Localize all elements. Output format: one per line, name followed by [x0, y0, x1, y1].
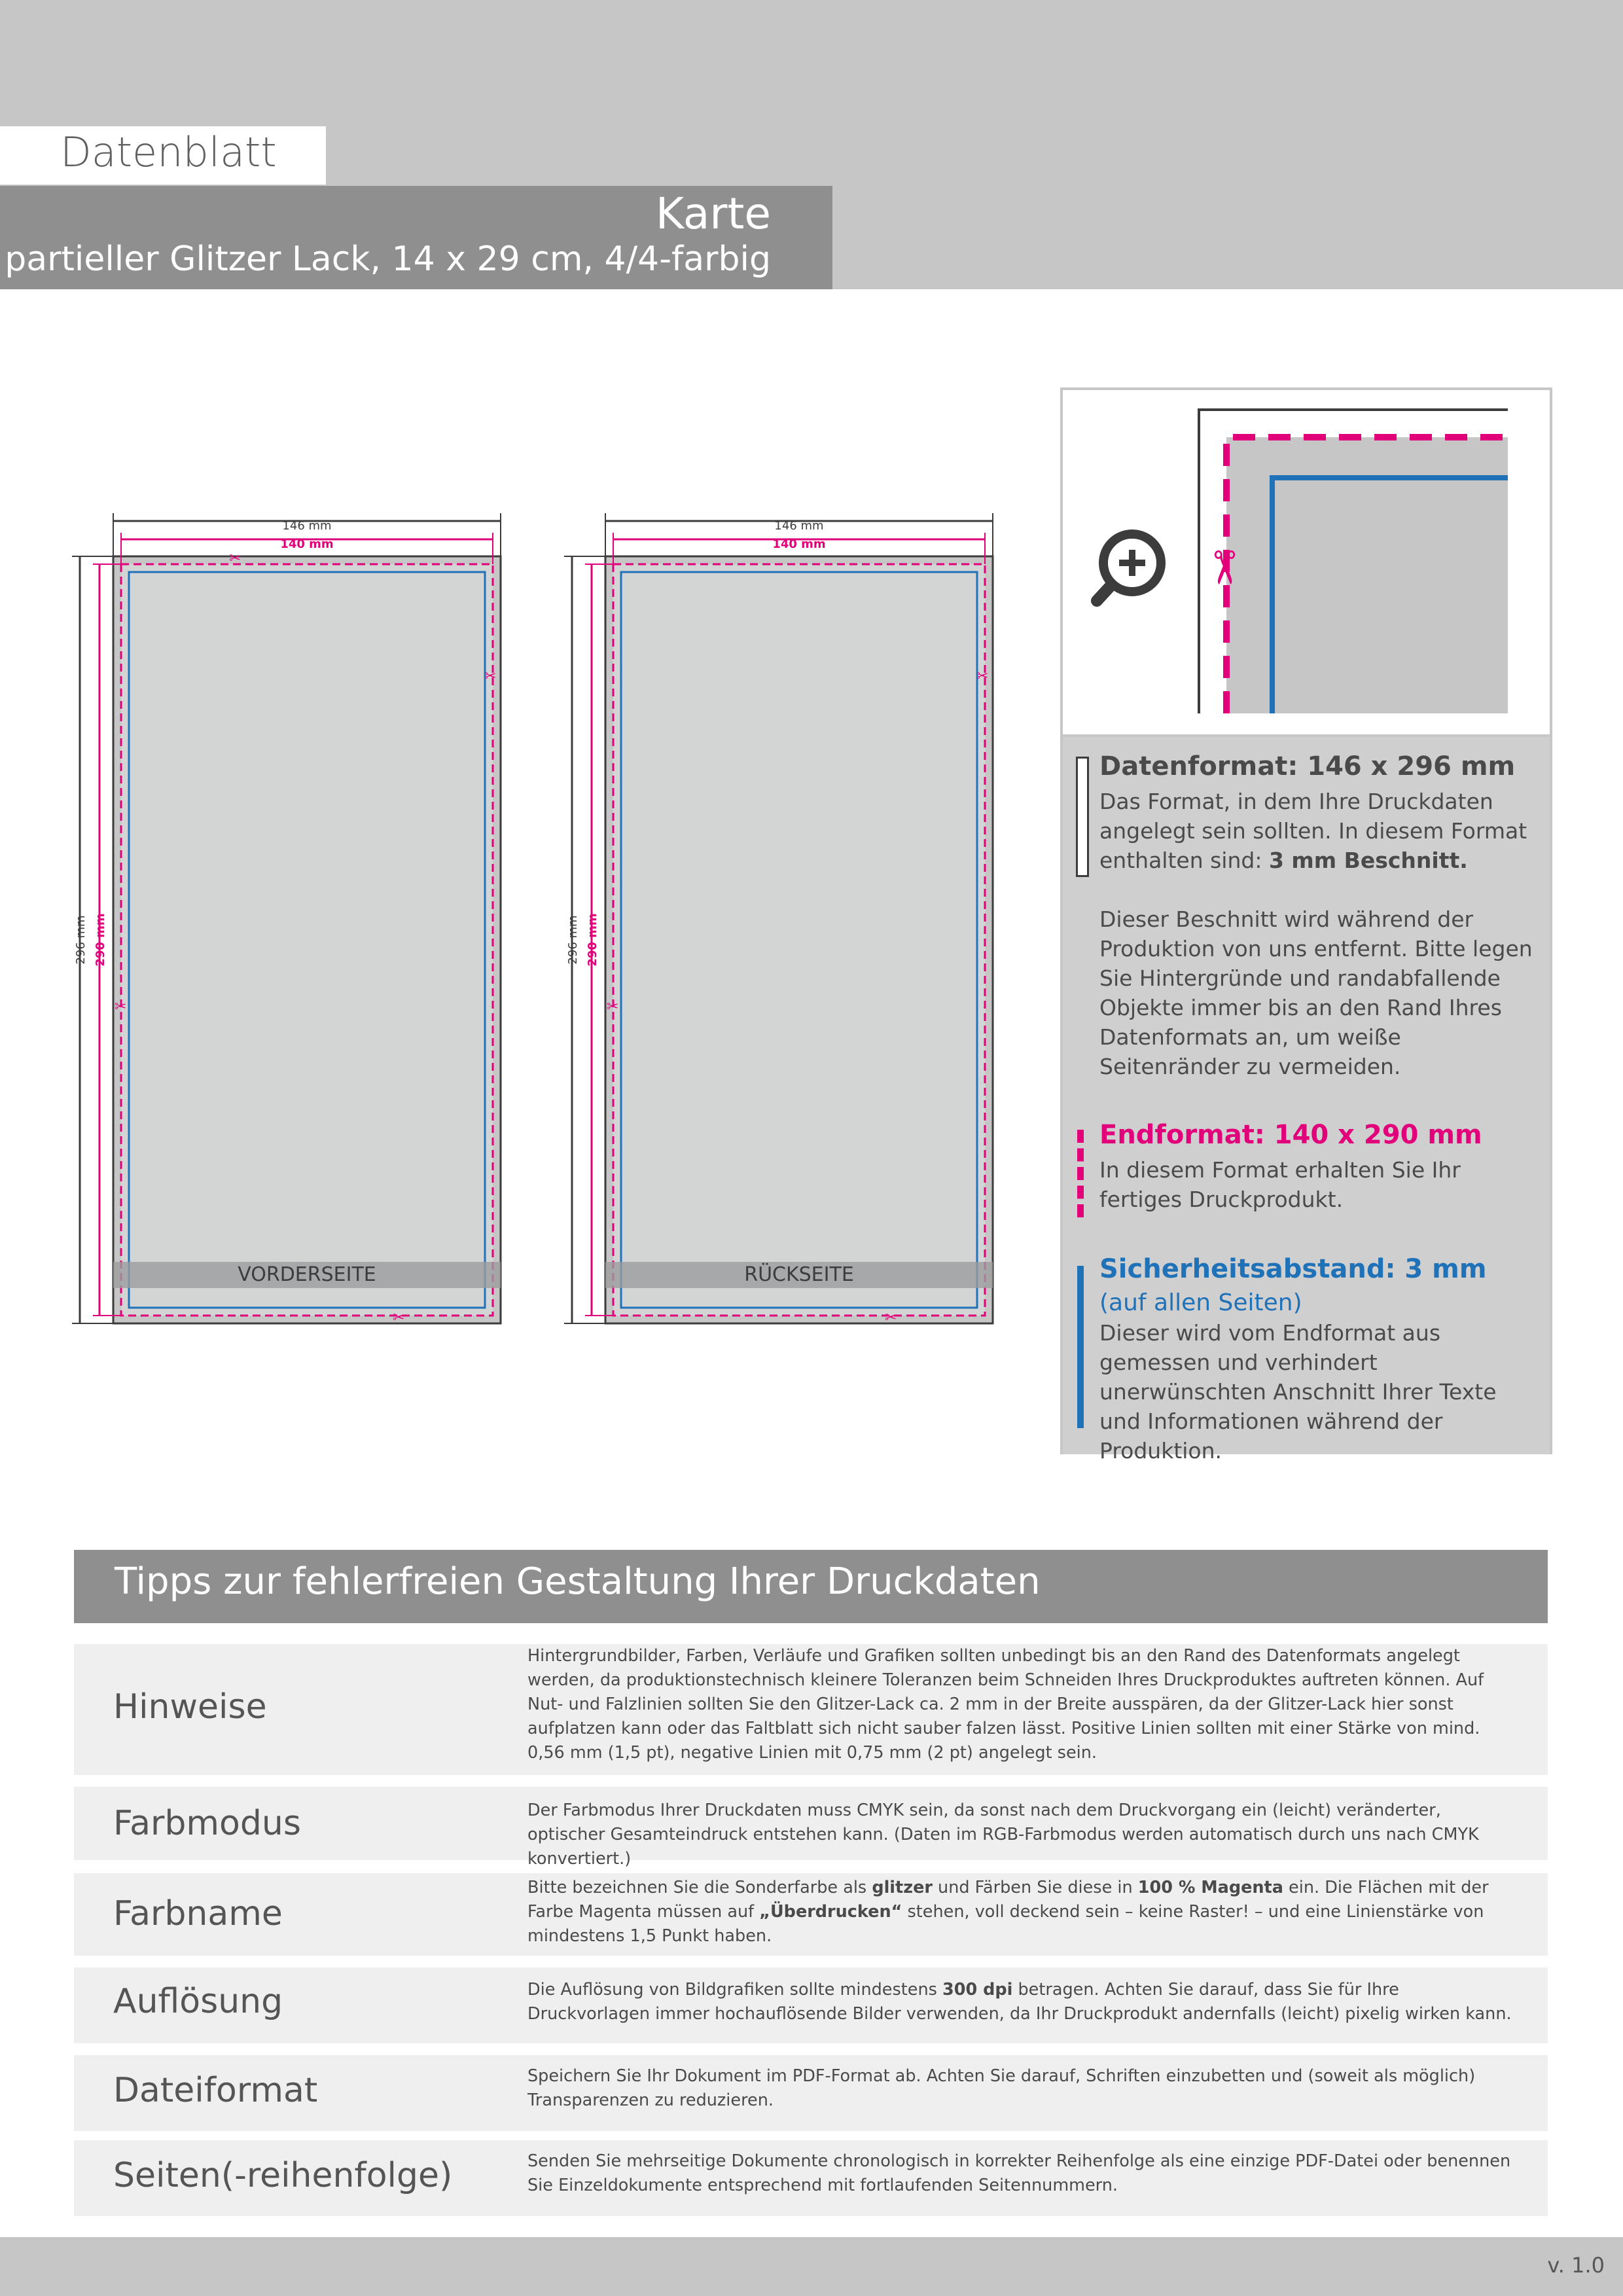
format-info-panel	[1060, 387, 1552, 1463]
safety-subtitle: (auf allen Seiten)	[1099, 1289, 1302, 1316]
tip-text-part: und Färben Sie diese in	[932, 1878, 1138, 1897]
tip-text-part: ein. Die Flächen mit der Farbe Magenta müssen auf	[527, 1878, 1489, 1922]
width-final-label: 140 mm	[772, 537, 826, 551]
datenformat-marker	[1076, 757, 1089, 877]
scissors-icon: ✂	[393, 1310, 405, 1326]
height-final-label: 290 mm	[94, 913, 107, 967]
datenformat-desc: Das Format, in dem Ihre Druckdaten angelegt sein sollten. In diesem Format enthalten sind:	[1099, 789, 1527, 873]
safety-title: Sicherheitsabstand: 3 mm	[1099, 1254, 1487, 1284]
safety-text: Dieser wird vom Endformat aus gemessen und verhindert unerwünschten Anschnitt Ihrer Texte und Informationen während der Produktion.	[1099, 1320, 1497, 1463]
tip-label: Dateiformat	[113, 2071, 318, 2110]
tip-label: Farbname	[113, 1894, 283, 1933]
datenformat-bold: 3 mm Beschnitt.	[1268, 848, 1468, 873]
back-diagram-graphic	[558, 511, 1003, 1361]
width-outer-label: 146 mm	[282, 519, 332, 533]
scissors-icon: ✂	[885, 1310, 897, 1326]
tip-text	[527, 1978, 1522, 2026]
scissors-icon: ✂	[115, 999, 127, 1015]
front-side-label: VORDERSEITE	[238, 1263, 376, 1286]
tip-label: Farbmodus	[113, 1804, 301, 1843]
scissors-icon: ✂	[484, 668, 497, 685]
tip-text: Hintergrundbilder, Farben, Verläufe und Grafiken sollten unbedingt bis an den Rand des Datenformats angelegt werden, da produktionstechnisch kleinere Toleranzen beim Schneiden Ihres Druckproduktes auftreten können. Auf Nut- und Falzlinien sollten Sie den Glitzer-Lack ca. 2 mm in der Breite ausspären, da der Glitzer-Lack hier sonst aufplatzen kann oder das Faltblatt sich nicht sauber falzen lässt. Positive Linien sollten mit einer Stärke von mind. 0,56 mm (1,5 pt), negative Linien mit 0,75 mm (2 pt) angelegt sein.	[527, 1646, 1484, 1763]
doc-label: Datenblatt	[60, 128, 277, 176]
zoom-detail-graphic	[1063, 390, 1550, 734]
tip-text-bold: glitzer	[872, 1878, 933, 1897]
tips-title: Tipps zur fehlerfreien Gestaltung Ihrer Druckdaten	[115, 1560, 1041, 1603]
tip-row-seitenreihenfolge	[74, 2140, 1548, 2216]
width-outer-label: 146 mm	[774, 519, 824, 533]
scissors-icon: ✂	[1197, 548, 1251, 587]
endformat-title: Endformat: 140 x 290 mm	[1099, 1120, 1482, 1150]
tip-text	[527, 1876, 1522, 1948]
beschnitt-text: Dieser Beschnitt wird während der Produktion von uns entfernt. Bitte legen Sie Hintergründe und randabfallende Objekte immer bis an den Rand Ihres Datenformats an, um weiße Seitenränder zu vermeiden.	[1099, 906, 1533, 1079]
endformat-outline	[121, 564, 493, 1316]
height-outer-label: 296 mm	[566, 915, 580, 965]
tip-row-dateiformat	[74, 2055, 1548, 2131]
scissors-icon: ✂	[229, 550, 241, 567]
footer-band	[0, 2237, 1623, 2296]
tip-text: Der Farbmodus Ihrer Druckdaten muss CMYK sein, da sonst nach dem Druckvorgang ein (leicht) veränderter, optischer Gesamteindruck entstehen kann. (Daten im RGB-Farbmodus werden automatisch durch uns nach CMYK konvertiert.)	[527, 1801, 1479, 1869]
back-side-label: RÜCKSEITE	[744, 1263, 854, 1286]
endformat-marker	[1077, 1130, 1084, 1217]
tip-row-farbmodus	[74, 1787, 1548, 1869]
tip-row-farbname	[74, 1873, 1548, 1956]
front-diagram	[65, 511, 510, 1361]
height-outer-label: 296 mm	[74, 915, 88, 965]
product-subtitle: partieller Glitzer Lack, 14 x 29 cm, 4/4-farbig	[5, 240, 771, 279]
tip-label: Seiten(-reihenfolge)	[113, 2156, 453, 2195]
endformat-text: In diesem Format erhalten Sie Ihr fertiges Druckprodukt.	[1099, 1157, 1461, 1212]
product-title: Karte	[655, 188, 771, 239]
tip-text-bold: „Überdrucken“	[759, 1902, 902, 1922]
tip-label: Auflösung	[113, 1982, 283, 2021]
height-final-label: 290 mm	[586, 913, 599, 967]
version-label: v. 1.0	[1547, 2253, 1605, 2278]
zoom-illustration	[1063, 390, 1550, 734]
safety-marker	[1077, 1266, 1084, 1428]
tip-text: Senden Sie mehrseitige Dokumente chronologisch in korrekter Reihenfolge als eine einzige PDF-Datei oder benennen Sie Einzeldokumente entsprechend mit fortlaufenden Seitennummern.	[527, 2151, 1511, 2195]
tip-text: Speichern Sie Ihr Dokument im PDF-Format ab. Achten Sie darauf, Schriften einzubetten und (soweit als möglich) Transparenzen zu reduzieren.	[527, 2066, 1476, 2110]
tip-text-part: stehen, voll deckend sein – keine Raster! – und eine Linienstärke von mindestens 1,5 Punkt haben.	[527, 1902, 1484, 1946]
tip-text-bold: 300 dpi	[942, 1980, 1013, 2000]
tip-text-bold: 100 % Magenta	[1137, 1878, 1283, 1897]
format-descriptions	[1063, 734, 1550, 1463]
magnifier-handle	[1097, 585, 1111, 601]
scissors-icon: ✂	[976, 668, 989, 685]
tip-text-part: Bitte bezeichnen Sie die Sonderfarbe als	[527, 1878, 872, 1897]
tip-row-hinweise	[74, 1644, 1548, 1775]
datenformat-text	[1099, 787, 1538, 875]
width-final-label: 140 mm	[280, 537, 334, 551]
front-diagram-graphic	[65, 511, 510, 1361]
datenformat-title: Datenformat: 146 x 296 mm	[1099, 751, 1516, 781]
tip-text-part: Die Auflösung von Bildgrafiken sollte mindestens	[527, 1980, 943, 2000]
endformat-outline	[613, 564, 985, 1316]
scissors-icon: ✂	[607, 999, 619, 1015]
tip-row-aufloesung	[74, 1967, 1548, 2043]
tip-text-part: betragen. Achten Sie darauf, dass Sie für Ihre Druckvorlagen immer hochauflösende Bilder verwenden, da Ihr Druckprodukt andernfalls (leicht) pixelig wirken kann.	[527, 1980, 1512, 2024]
tip-label: Hinweise	[113, 1687, 267, 1727]
back-diagram	[558, 511, 1003, 1361]
